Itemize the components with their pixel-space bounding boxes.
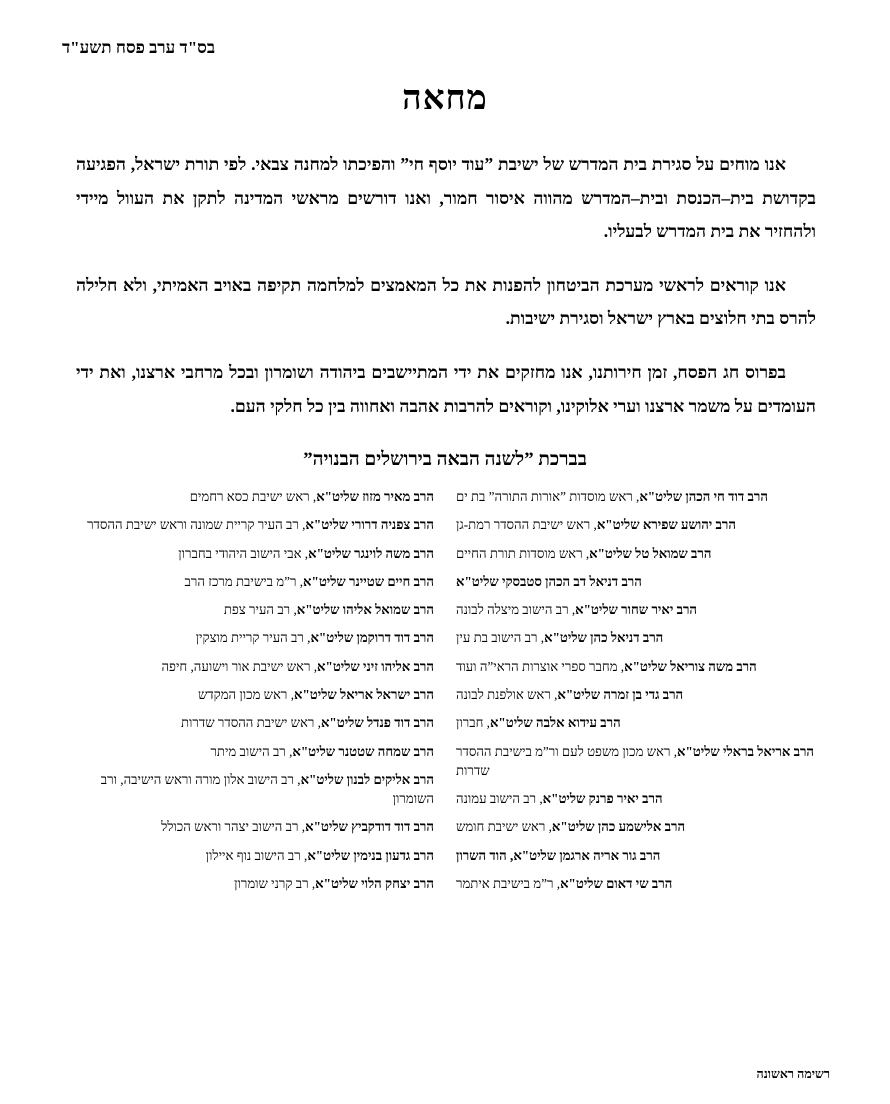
list-item [60, 657, 434, 676]
signatory-name: הרב שמואל טל שליט"א [589, 545, 712, 561]
list-item [456, 789, 830, 808]
signatory-desc: , ראש ישיבת ההסדר רמת-גן [456, 517, 597, 533]
list-item [60, 846, 434, 865]
signatory-name: הרב חיים שטיינר שליט"א [303, 573, 434, 589]
signatory-name: הרב אריאל בראלי שליט"א [677, 743, 815, 759]
list-item [456, 657, 830, 676]
page-title: מחאה [402, 80, 488, 117]
list-item [60, 515, 434, 534]
signatory-desc: , ראש מוסדות תורת החיים [456, 545, 590, 561]
signatory-desc: , ראש מוסדות ”אורות התורה” בת ים [456, 489, 640, 505]
signatory-desc: , רב העיר קריית מוצקין [195, 630, 311, 646]
signatory-desc: , מחבר ספרי אוצרות הראי”ה ועוד [456, 658, 625, 674]
signatory-desc: , רב הישוב נוף איילון [205, 847, 308, 863]
signatory-name: הרב עידוא אלבה שליט"א [489, 715, 621, 731]
signatory-desc: , רב הישוב עמונה [456, 791, 543, 807]
list-item [60, 742, 434, 761]
list-item [456, 572, 830, 591]
signatory-name: הרב משה צוריאל שליט"א [624, 658, 757, 674]
blessing-line: בברכת ”לשנה הבאה בירושלים הבנויה” [303, 449, 587, 471]
signatory-name: הרב דניאל דב הכהן סטבסקי שליט"א [456, 573, 642, 589]
list-item [456, 487, 830, 506]
list-item [456, 742, 830, 781]
signatory-name: הרב צפניה דרורי שליט"א [305, 517, 434, 533]
signatory-desc: , רב הישוב יצהר וראש הכולל [161, 819, 306, 835]
list-item [60, 572, 434, 591]
signatory-name: הרב דוד חי הכהן שליט"א [639, 489, 768, 505]
list-item [60, 544, 434, 563]
signatory-desc: , ר”מ בישיבת מרכז הרב [184, 573, 304, 589]
signatory-desc: , ראש ישיבת אור וישועה, חיפה [161, 658, 318, 674]
signatories-column-right [60, 487, 434, 902]
signatory-desc: , רב הישוב מיצלה לבונה [456, 602, 576, 618]
list-item [456, 544, 830, 563]
signatory-desc: , ר”מ בישיבת איתמר [456, 875, 561, 891]
signatory-name: הרב אליקים לבנון שליט"א [300, 771, 434, 787]
signatory-desc: , ראש ישיבת כסא רחמים [189, 489, 317, 505]
signatory-name: הרב דוד דרוקמן שליט"א [310, 630, 434, 646]
signatory-name: הרב יאיר שחור שליט"א [575, 602, 698, 618]
list-item [456, 846, 830, 865]
signatory-name: הרב דוד פנדל שליט"א [320, 715, 434, 731]
list-item [456, 628, 830, 647]
signatory-name: הרב גור אריה ארגמן שליט"א, הוד השרון [456, 847, 661, 863]
signatory-name: הרב אלישמע כהן שליט"א [551, 819, 686, 835]
paragraph-3: בפרוס חג הפסח, זמן חירותנו, אנו מחזקים את ידי המתיישבים ביהודה ושומרון ובכל מרחבי ארצנו, ואת ידי העומדים על משמר ארצנו וערי אלוקינו, וקוראים להרבות אהבה ואחווה בין כל חלקי העם. [76, 361, 816, 416]
signatory-name: הרב יצחק הלוי שליט"א [315, 875, 434, 891]
signatory-name: הרב משה לוינגר שליט"א [308, 545, 434, 561]
list-item [456, 817, 830, 836]
signatories-column-left [456, 487, 830, 902]
signatory-name: הרב גדעון בנימין שליט"א [307, 847, 434, 863]
list-item [60, 600, 434, 619]
signatory-desc: , רב הישוב מיתר [210, 743, 293, 759]
signatory-desc: , ראש ישיבת ההסדר שדרות [181, 715, 321, 731]
bsd-header: בס"ד ערב פסח תשע"ד [62, 38, 216, 57]
signatory-name: הרב יהושע שפירא שליט"א [596, 517, 736, 533]
list-item [60, 817, 434, 836]
signatory-desc: , ראש אולפנת לבונה [456, 687, 558, 703]
signatory-name: הרב גדי בן זמרה שליט"א [557, 687, 684, 703]
list-item [60, 685, 434, 704]
signatory-name: הרב ישראל אריאל שליט"א [294, 687, 434, 703]
list-item [60, 628, 434, 647]
signatory-name: הרב דניאל כהן שליט"א [544, 630, 664, 646]
list-item [456, 874, 830, 893]
signatory-name: הרב שמחה שטטנר שליט"א [292, 743, 434, 759]
signatory-desc: , חברון [456, 715, 490, 731]
paragraph-1: אנו מוחים על סגירת בית המדרש של ישיבת ”עוד יוסף חי” והפיכתו למחנה צבאי. לפי תורת ישראל, הפגיעה בקדושת בית–הכנסת ובית–המדרש מהווה איסור חמור, ואנו דורשים מראשי המדינה לתקן את העוול מיידי ולהחזיר את בית המדרש לבעליו. [76, 154, 816, 242]
list-item [60, 713, 434, 732]
list-item [456, 600, 830, 619]
signatories-columns [60, 487, 830, 902]
signatory-desc: , רב קרני שומרון [234, 875, 316, 891]
signatory-name: הרב דוד דודקביץ שליט"א [305, 819, 434, 835]
signatory-name: הרב יאיר פרנק שליט"א [542, 791, 663, 807]
list-item [60, 874, 434, 893]
list-item [60, 487, 434, 506]
signatory-name: הרב שמואל אליהו שליט"א [296, 602, 434, 618]
signatory-name: הרב אליהו זיני שליט"א [317, 658, 434, 674]
signatory-desc: , ראש מכון המקדש [197, 687, 295, 703]
signatory-desc: , רב העיר קריית שמונה וראש ישיבת ההסדר [87, 517, 306, 533]
signatory-name: הרב שי דאום שליט"א [560, 875, 673, 891]
list-item [456, 713, 830, 732]
signatory-name: הרב מאיר מזוז שליט"א [316, 489, 434, 505]
signatory-desc: , רב הישוב בת עין [456, 630, 545, 646]
list-item [60, 770, 434, 809]
footer-note: רשימה ראשונה [756, 1067, 830, 1081]
signatory-desc: , ראש ישיבת חומש [456, 819, 552, 835]
signatory-desc: , אבי הישוב היהודי בחברון [178, 545, 309, 561]
signatory-desc: , רב הישוב אלון מורה וראש הישיבה, ורב השומרון [100, 771, 434, 807]
signatory-desc: , ראש מכון משפט לעם ור”מ בישיבת ההסדר שדרות [456, 743, 678, 778]
list-item [456, 685, 830, 704]
paragraph-2: אנו קוראים לראשי מערכת הביטחון להפנות את כל המאמצים למלחמה תקיפה באויב האמיתי, ולא חלילה להרס בתי חלוצים בארץ ישראל וסגירת ישיבות. [76, 274, 816, 329]
signatory-desc: , רב העיר צפת [223, 602, 297, 618]
list-item [456, 515, 830, 534]
